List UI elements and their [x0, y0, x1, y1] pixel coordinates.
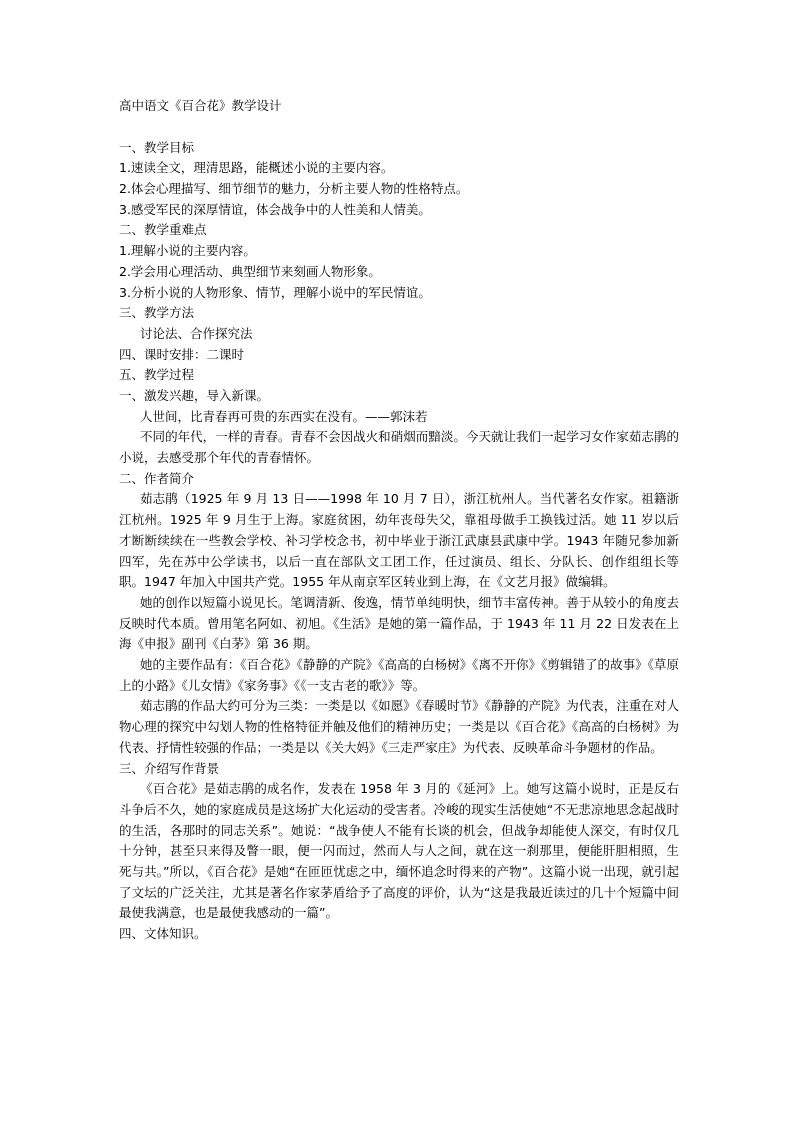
section-heading-objectives: 一、教学目标: [119, 139, 195, 155]
key-point-item: 1.理解小说的主要内容。: [119, 243, 256, 259]
section-heading-schedule: 四、课时安排：二课时: [119, 346, 245, 362]
document-page: [119, 96, 679, 945]
author-paragraph: 她的主要作品有：《百合花》《静静的产院》《高高的白杨树》《离不开你》《剪辑错了的故事》《草原上的小路》《儿女情》《家务事》《《一支古老的歌》》等。: [119, 657, 679, 693]
objective-item: 3.感受军民的深厚情谊，体会战争中的人性美和人情美。: [119, 201, 431, 217]
document-title: 高中语文《百合花》教学设计: [119, 98, 282, 113]
key-point-item: 3.分析小说的人物形象、情节，理解小说中的军民情谊。: [119, 284, 431, 300]
subsection-heading-genre: 四、文体知识。: [119, 926, 207, 942]
author-paragraph: 茹志鹃的作品大约可分为三类：一类是以《如愿》《春暖时节》《静静的产院》为代表，注重在对人物心理的探究中勾划人物的性格特征并触及他们的精神历史；一类是以《百合花》《高高的白杨树》为代表、抒情性较强的作品；一类是以《关大妈》《三走严家庄》为代表、反映革命斗争题材的作品。: [119, 698, 679, 755]
subsection-heading-author: 二、作者简介: [119, 470, 195, 486]
quote-text: 人世间，比青春再可贵的东西实在没有。——郭沫若: [140, 408, 428, 424]
intro-paragraph: 不同的年代，一样的青春。青春不会因战火和硝烟而黯淡。今天就让我们一起学习女作家茹志鹃的小说，去感受那个年代的青春情怀。: [119, 429, 679, 466]
section-heading-process: 五、教学过程: [119, 367, 195, 383]
methods-text: 讨论法、合作探究法: [140, 325, 253, 341]
key-point-item: 2.学会用心理活动、典型细节来刻画人物形象。: [119, 263, 381, 279]
objective-item: 1.速读全文，理清思路，能概述小说的主要内容。: [119, 160, 394, 176]
objective-item: 2.体会心理描写、细节细节的魅力，分析主要人物的性格特点。: [119, 181, 469, 197]
author-paragraph: 茹志鹃（1925 年 9 月 13 日——1998 年 10 月 7 日），浙江杭州人。当代著名女作家。祖籍浙江杭州。1925 年 9 月生于上海。家庭贫困，幼年丧母失父，靠祖母做手工换钱过活。她 11 岁以后才断断续续在一些教会学校、补习学校念书，初中毕业于浙江武康县武康中学。1943 年随兄参加新四军，先在苏中公学读书，以后一直在部队文工团工作，任过演员、组长、分队长、创作组组长等职。1947 年加入中国共产党。1955 年从南京军区转业到上海，在《文艺月报》做编辑。: [119, 491, 679, 590]
author-paragraph: 她的创作以短篇小说见长。笔调清新、俊逸，情节单纯明快，细节丰富传神。善于从较小的角度去反映时代本质。曾用笔名阿如、初旭。《生活》是她的第一篇作品，于 1943 年 11 月 22 日发表在上海《申报》副刊《白茅》第 36 期。: [119, 594, 679, 652]
subsection-heading-background: 三、介绍写作背景: [119, 760, 220, 776]
section-heading-methods: 三、教学方法: [119, 305, 195, 321]
subsection-heading-intro: 一、激发兴趣，导入新课。: [119, 387, 270, 403]
background-paragraph: 《百合花》是茹志鹃的成名作，发表在 1958 年 3 月的《延河》上。她写这篇小说时，正是反右斗争后不久，她的家庭成员是这场扩大化运动的受害者。冷峻的现实生活使她“不无悲凉地思念起战时的生活，各那时的同志关系”。她说：“战争使人不能有长谈的机会，但战争却能使人深交，有时仅几十分钟，甚至只来得及瞥一眼，便一闪而过，然而人与人之间，就在这一刹那里，便能肝胆相照，生死与共。”所以，《百合花》是她“在匝匝忧虑之中，缅怀追念时得来的产物”。这篇小说一出现，就引起了文坛的广泛关注，尤其是著名作家茅盾给予了高度的评价，认为“这是我最近读过的几十个短篇中间最使我满意，也是最使我感动的一篇”。: [119, 781, 679, 921]
section-heading-key-points: 二、教学重难点: [119, 222, 207, 238]
